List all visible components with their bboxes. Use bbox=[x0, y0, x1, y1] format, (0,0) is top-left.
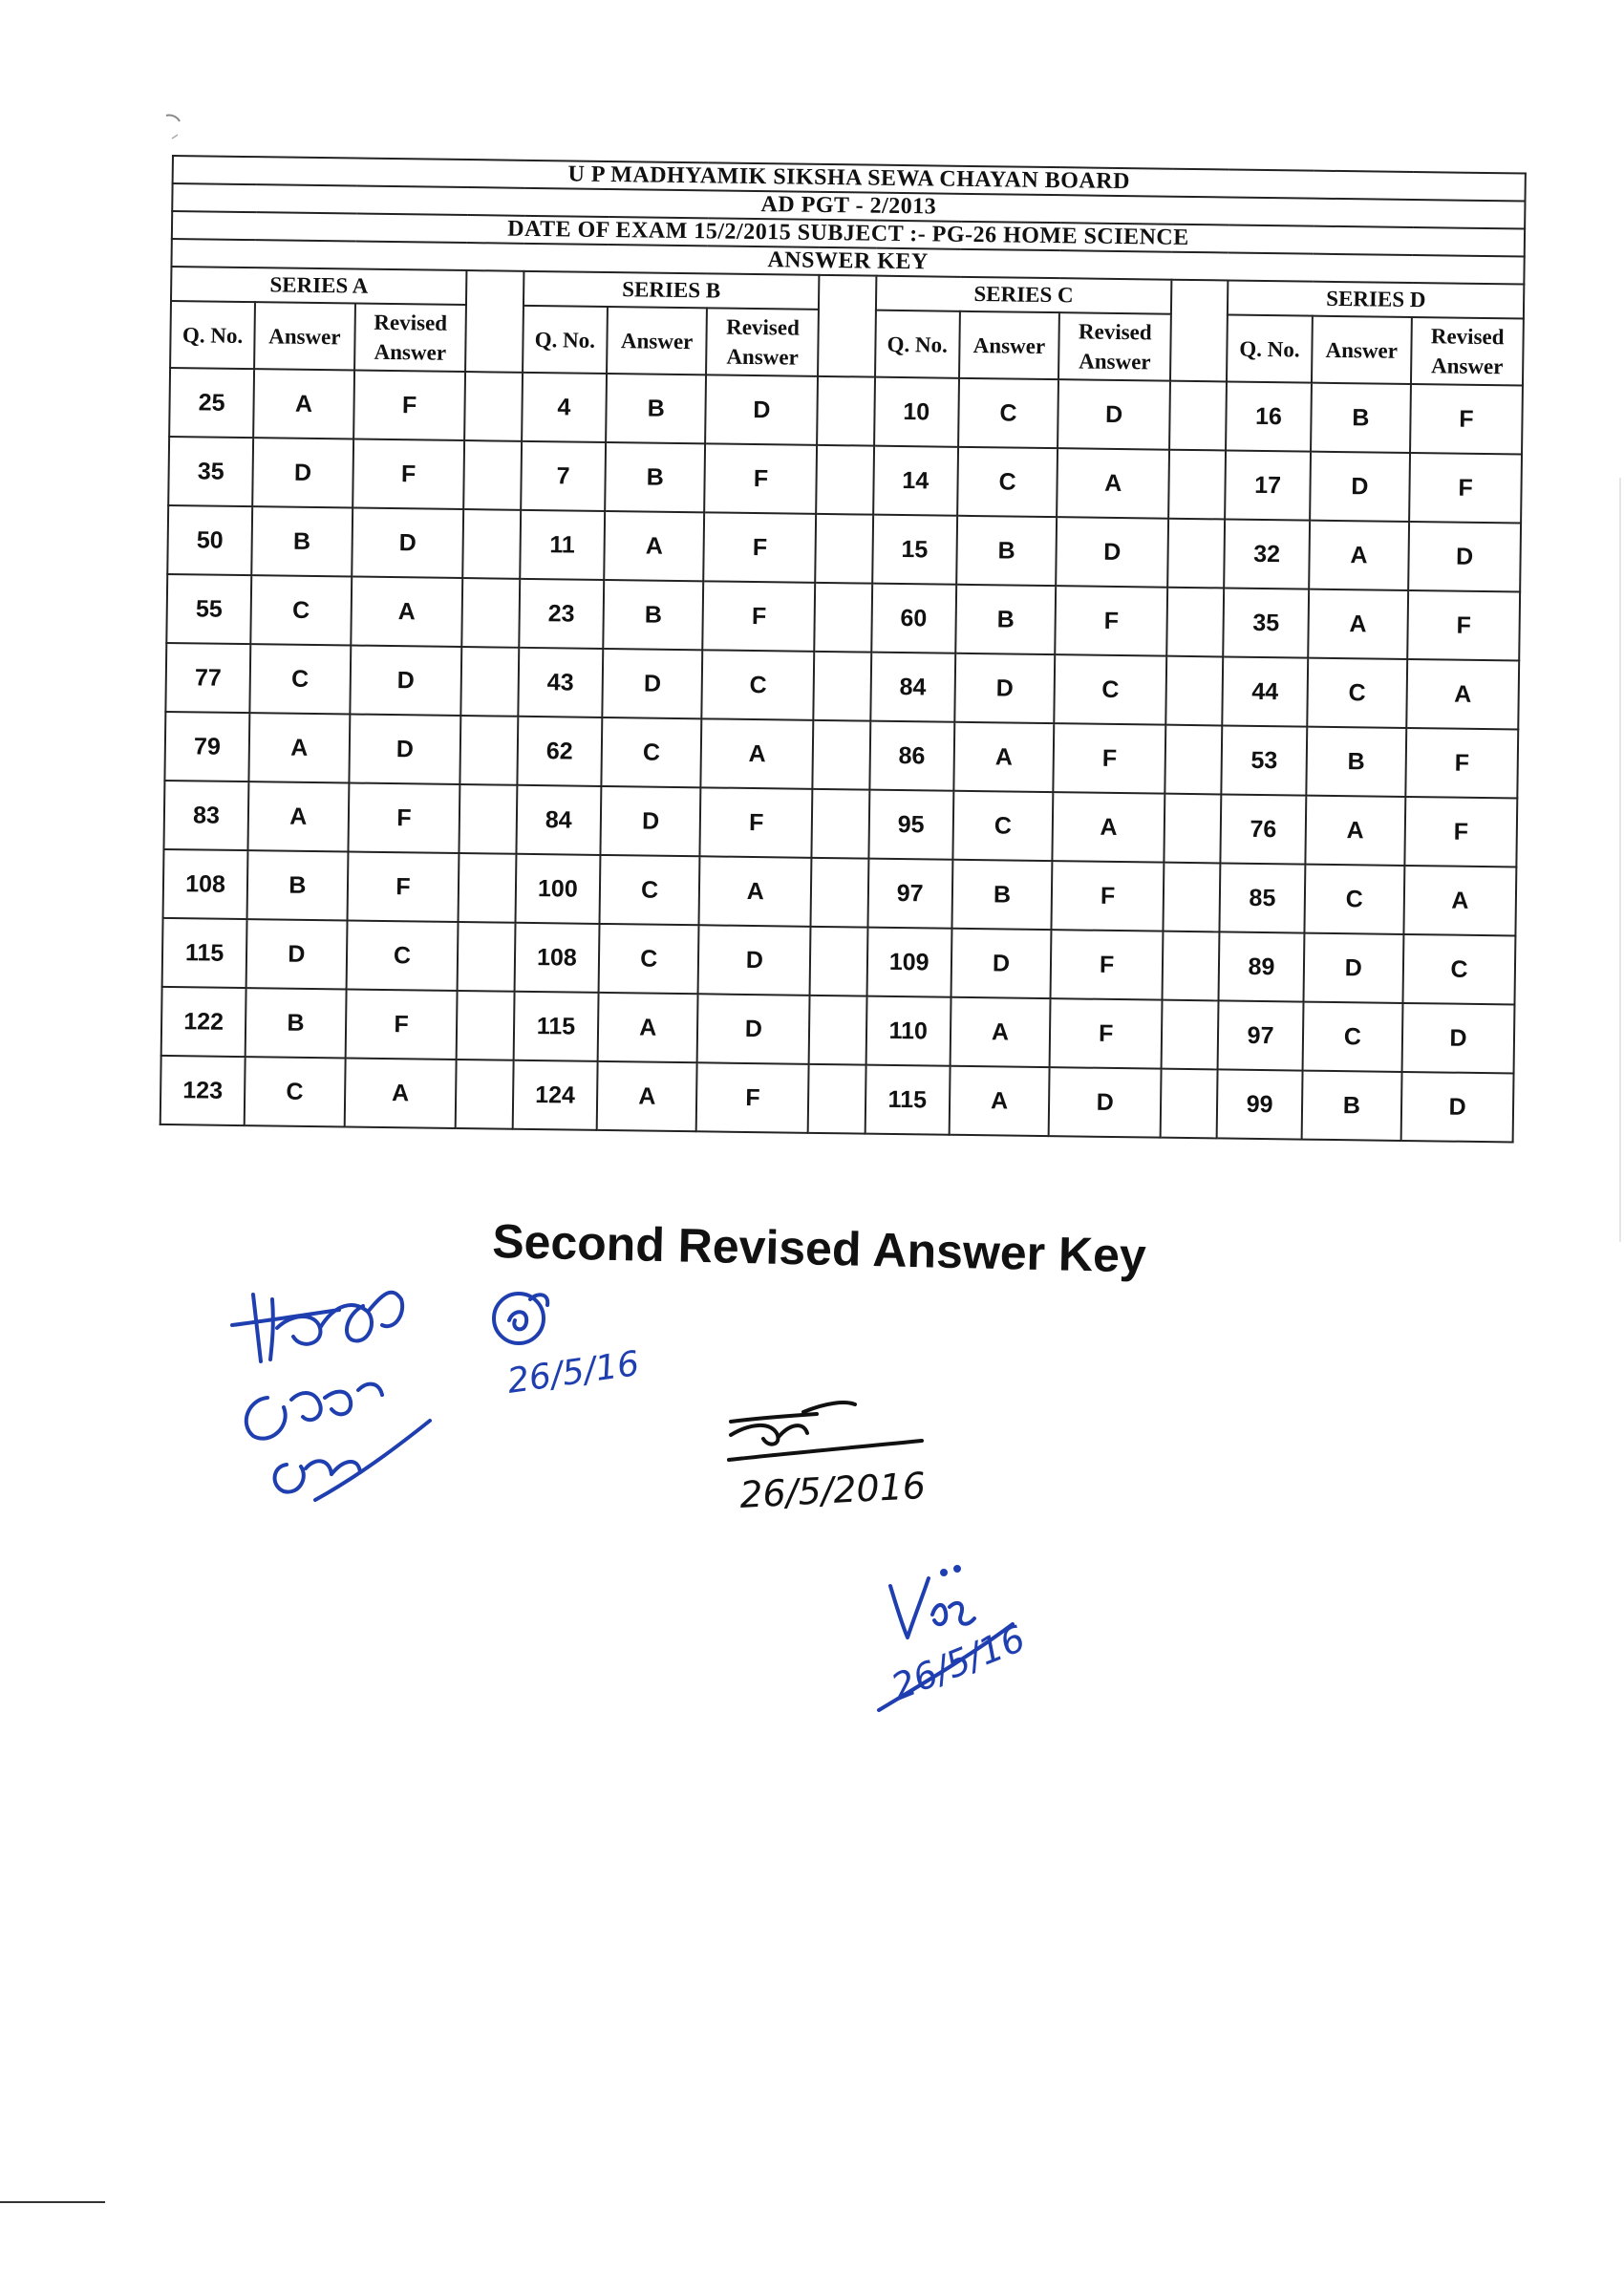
exam-code: AD PGT - 2/2013 bbox=[172, 183, 1525, 229]
original-answer: C bbox=[952, 791, 1053, 861]
question-number: 35 bbox=[1224, 588, 1309, 657]
original-answer: D bbox=[246, 919, 347, 989]
series-gap bbox=[1161, 1069, 1218, 1139]
series-gap bbox=[459, 784, 517, 854]
original-answer: B bbox=[1311, 383, 1411, 453]
question-number: 79 bbox=[164, 712, 249, 782]
revised-header-line1: Revised bbox=[1078, 319, 1152, 345]
revised-answer: F bbox=[1409, 453, 1522, 524]
revised-answer: A bbox=[351, 576, 463, 647]
revised-answer: F bbox=[705, 443, 818, 514]
answer-header: Answer bbox=[607, 307, 707, 375]
qno-header: Q. No. bbox=[170, 301, 255, 369]
revised-answer: D bbox=[1058, 379, 1170, 450]
question-number: 15 bbox=[872, 515, 957, 585]
original-answer: B bbox=[247, 850, 348, 920]
original-answer: B bbox=[956, 516, 1057, 586]
series-gap bbox=[1167, 519, 1225, 589]
question-number: 124 bbox=[513, 1060, 598, 1130]
question-number: 14 bbox=[873, 446, 958, 516]
original-answer: A bbox=[1309, 521, 1409, 590]
question-number: 44 bbox=[1223, 656, 1308, 726]
series-gap bbox=[461, 647, 519, 717]
question-number: 123 bbox=[160, 1056, 246, 1125]
series-gap bbox=[812, 789, 869, 859]
original-answer: B bbox=[606, 374, 706, 443]
series-gap bbox=[456, 1060, 513, 1129]
original-answer: B bbox=[1301, 1071, 1401, 1141]
revised-answer-header bbox=[1411, 317, 1524, 386]
revised-answer: A bbox=[1057, 448, 1169, 519]
question-number: 76 bbox=[1221, 794, 1306, 864]
question-number: 35 bbox=[168, 437, 253, 506]
scan-mark-right bbox=[1614, 478, 1624, 1242]
scan-mark-top bbox=[162, 110, 201, 148]
question-number: 85 bbox=[1220, 863, 1305, 932]
revised-answer-header bbox=[706, 308, 819, 376]
revised-answer: D bbox=[352, 508, 464, 579]
question-number: 122 bbox=[161, 987, 246, 1057]
series-gap bbox=[1165, 656, 1223, 726]
question-number: 97 bbox=[867, 859, 952, 929]
signature-3 bbox=[721, 1395, 951, 1529]
qno-header: Q. No. bbox=[875, 310, 960, 378]
question-number: 115 bbox=[865, 1065, 950, 1135]
answer-key-table bbox=[160, 155, 1527, 1143]
series-gap bbox=[460, 716, 518, 785]
original-answer: C bbox=[599, 855, 699, 925]
original-answer: A bbox=[949, 1066, 1049, 1136]
question-number: 110 bbox=[865, 996, 951, 1066]
question-number: 84 bbox=[516, 785, 601, 855]
series-heading: SERIES C bbox=[876, 276, 1172, 314]
answer-header: Answer bbox=[254, 302, 354, 370]
revised-answer: F bbox=[353, 439, 465, 510]
series-gap bbox=[464, 440, 522, 510]
question-number: 53 bbox=[1222, 725, 1307, 795]
revised-answer: F bbox=[703, 581, 816, 652]
question-number: 4 bbox=[522, 373, 607, 442]
original-answer: B bbox=[955, 585, 1056, 654]
original-answer: A bbox=[1305, 796, 1405, 866]
series-gap bbox=[814, 583, 871, 653]
original-answer: A bbox=[253, 369, 353, 439]
original-answer: A bbox=[249, 713, 350, 782]
original-answer: C bbox=[598, 924, 698, 994]
series-gap bbox=[465, 270, 524, 373]
series-gap bbox=[1169, 381, 1227, 451]
revised-answer: F bbox=[700, 787, 813, 858]
series-gap bbox=[1168, 450, 1226, 520]
revised-answer: D bbox=[1402, 1003, 1515, 1074]
original-answer: B bbox=[246, 988, 346, 1058]
scan-mark-bottom bbox=[0, 2197, 115, 2207]
series-gap bbox=[1162, 1000, 1219, 1070]
question-number: 95 bbox=[868, 790, 953, 860]
signature-4 bbox=[869, 1557, 1060, 1720]
revised-answer: F bbox=[1054, 723, 1166, 794]
revised-answer: C bbox=[1055, 654, 1167, 725]
revised-answer-header bbox=[354, 304, 467, 373]
exam-date-subject: DATE OF EXAM 15/2/2015 SUBJECT :- PG-26 HOME SCIENCE bbox=[172, 211, 1525, 257]
question-number: 86 bbox=[869, 721, 954, 791]
original-answer: B bbox=[603, 580, 703, 650]
series-gap bbox=[462, 578, 520, 648]
question-number: 32 bbox=[1225, 519, 1310, 589]
series-gap bbox=[463, 509, 521, 579]
revised-answer: F bbox=[1407, 590, 1520, 661]
original-answer: C bbox=[1302, 1002, 1402, 1072]
series-gap bbox=[459, 853, 516, 923]
question-number: 84 bbox=[870, 653, 955, 722]
original-answer: C bbox=[958, 378, 1058, 448]
original-answer: A bbox=[597, 1061, 697, 1131]
question-number: 97 bbox=[1218, 1000, 1303, 1070]
series-gap bbox=[813, 720, 870, 790]
original-answer: C bbox=[1304, 865, 1404, 934]
question-number: 16 bbox=[1227, 381, 1312, 451]
series-heading: SERIES D bbox=[1228, 280, 1524, 318]
revised-answer: F bbox=[1404, 797, 1517, 867]
revised-answer: A bbox=[1404, 866, 1517, 936]
series-gap bbox=[818, 275, 876, 377]
question-number: 23 bbox=[519, 579, 604, 649]
question-number: 100 bbox=[515, 854, 600, 924]
revised-answer: D bbox=[349, 714, 461, 784]
revised-answer: F bbox=[347, 851, 459, 922]
qno-header: Q. No. bbox=[523, 306, 608, 374]
original-answer: C bbox=[1307, 658, 1407, 728]
series-gap bbox=[809, 996, 866, 1065]
signature-2-date: 26/5/16 bbox=[504, 1343, 642, 1402]
original-answer: A bbox=[598, 993, 698, 1062]
series-gap bbox=[810, 927, 867, 996]
signature-4-date: 26/5/16 bbox=[885, 1617, 1032, 1709]
original-answer: D bbox=[602, 649, 702, 718]
question-number: 115 bbox=[513, 992, 598, 1061]
series-gap bbox=[1163, 931, 1220, 1001]
revised-header-line2: Answer bbox=[1430, 353, 1504, 379]
signature-2 bbox=[482, 1280, 664, 1414]
original-answer: D bbox=[951, 929, 1051, 998]
revised-answer: D bbox=[1056, 517, 1168, 588]
question-number: 115 bbox=[162, 918, 247, 988]
revised-answer: F bbox=[704, 512, 817, 583]
revised-header-line1: Revised bbox=[374, 310, 448, 335]
original-answer: A bbox=[604, 511, 704, 581]
revised-answer: F bbox=[696, 1062, 809, 1133]
revised-header-line2: Answer bbox=[726, 344, 799, 370]
revised-answer: C bbox=[346, 920, 459, 991]
original-answer: D bbox=[600, 786, 700, 856]
revised-answer: F bbox=[1052, 861, 1165, 931]
question-number: 109 bbox=[866, 928, 951, 997]
question-number: 108 bbox=[163, 849, 248, 919]
series-heading: SERIES A bbox=[171, 267, 467, 305]
question-number: 83 bbox=[163, 781, 248, 850]
revised-answer-header bbox=[1058, 312, 1171, 381]
series-gap bbox=[1164, 794, 1221, 864]
question-number: 11 bbox=[520, 510, 605, 580]
original-answer: D bbox=[1303, 933, 1403, 1003]
question-number: 43 bbox=[518, 648, 603, 717]
revised-answer: A bbox=[701, 718, 814, 789]
revised-answer: A bbox=[699, 856, 812, 927]
series-heading: SERIES B bbox=[524, 271, 820, 310]
revised-header-line1: Revised bbox=[1430, 324, 1505, 350]
question-number: 60 bbox=[871, 584, 956, 653]
revised-header-line1: Revised bbox=[726, 314, 801, 340]
original-answer: A bbox=[248, 782, 349, 851]
revised-header-line2: Answer bbox=[374, 339, 447, 365]
series-gap bbox=[811, 858, 868, 928]
original-answer: D bbox=[252, 438, 353, 507]
question-number: 7 bbox=[521, 441, 606, 511]
answer-header: Answer bbox=[1312, 316, 1412, 384]
revised-answer: D bbox=[1049, 1067, 1162, 1138]
series-gap bbox=[1165, 725, 1222, 795]
answer-header: Answer bbox=[959, 311, 1059, 379]
revised-answer: A bbox=[344, 1058, 457, 1128]
revised-answer: A bbox=[1406, 659, 1519, 730]
series-gap bbox=[465, 372, 523, 441]
original-answer: C bbox=[250, 575, 351, 645]
question-number: 99 bbox=[1217, 1069, 1302, 1139]
revised-answer: F bbox=[1051, 930, 1164, 1000]
series-gap bbox=[814, 652, 871, 721]
question-number: 17 bbox=[1226, 450, 1311, 520]
question-number: 10 bbox=[874, 377, 959, 447]
revised-answer: D bbox=[706, 375, 819, 445]
revised-answer: D bbox=[350, 645, 462, 716]
revised-answer: D bbox=[1401, 1072, 1514, 1143]
series-gap bbox=[1170, 280, 1229, 382]
revised-answer: F bbox=[1050, 998, 1163, 1069]
series-gap bbox=[457, 991, 514, 1060]
question-number: 108 bbox=[514, 923, 599, 993]
revised-header-line2: Answer bbox=[1079, 349, 1151, 375]
series-gap bbox=[1164, 863, 1221, 932]
question-number: 62 bbox=[517, 717, 602, 786]
original-answer: C bbox=[249, 644, 350, 714]
original-answer: B bbox=[1306, 727, 1406, 797]
revised-answer: A bbox=[1053, 792, 1165, 863]
signature-1 bbox=[224, 1256, 444, 1514]
question-number: 25 bbox=[169, 368, 254, 438]
revised-answer: C bbox=[1403, 934, 1516, 1005]
original-answer: B bbox=[251, 506, 352, 576]
series-gap bbox=[816, 445, 873, 515]
board-name: U P MADHYAMIK SIKSHA SEWA CHAYAN BOARD bbox=[173, 156, 1526, 202]
question-number: 89 bbox=[1219, 931, 1304, 1001]
series-gap bbox=[815, 514, 872, 584]
question-number: 77 bbox=[165, 643, 250, 713]
original-answer: D bbox=[1310, 452, 1410, 522]
revised-answer: F bbox=[345, 989, 458, 1060]
series-gap bbox=[1166, 588, 1224, 657]
revised-answer: F bbox=[353, 371, 466, 441]
series-gap bbox=[458, 922, 515, 992]
original-answer: B bbox=[951, 860, 1052, 930]
revised-answer: D bbox=[697, 994, 810, 1064]
original-answer: D bbox=[954, 653, 1055, 723]
revised-answer: C bbox=[702, 650, 815, 720]
original-answer: C bbox=[601, 717, 701, 787]
revised-answer: F bbox=[1410, 384, 1523, 455]
original-answer: C bbox=[957, 447, 1058, 517]
answer-key-title: ANSWER KEY bbox=[171, 239, 1524, 285]
question-number: 50 bbox=[167, 505, 252, 575]
original-answer: A bbox=[953, 722, 1054, 792]
signature-3-date: 26/5/2016 bbox=[738, 1464, 928, 1516]
original-answer: C bbox=[245, 1057, 345, 1126]
qno-header: Q. No. bbox=[1227, 314, 1312, 382]
revised-answer: F bbox=[1405, 728, 1518, 799]
question-number: 55 bbox=[166, 574, 251, 644]
revised-answer: F bbox=[1055, 586, 1167, 656]
revised-answer: D bbox=[698, 925, 811, 996]
revised-answer: F bbox=[348, 782, 460, 853]
series-gap bbox=[817, 376, 874, 446]
series-gap bbox=[808, 1064, 865, 1134]
second-revised-caption: Second Revised Answer Key bbox=[491, 1213, 1147, 1283]
original-answer: B bbox=[605, 442, 705, 512]
original-answer: A bbox=[1308, 589, 1408, 659]
answer-key-sheet bbox=[160, 155, 1527, 1143]
original-answer: A bbox=[950, 997, 1050, 1067]
revised-answer: D bbox=[1408, 522, 1521, 592]
